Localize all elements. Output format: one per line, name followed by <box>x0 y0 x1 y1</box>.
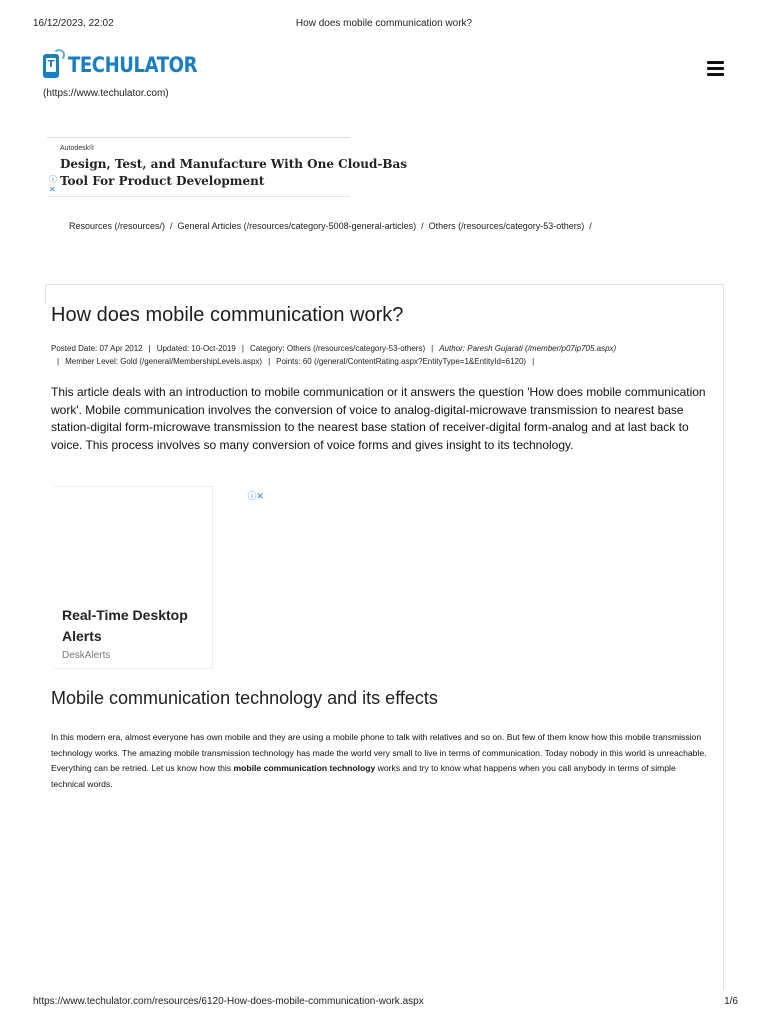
meta-separator: | <box>57 357 60 366</box>
phone-logo-icon: T <box>42 51 62 79</box>
ad-source: DeskAlerts <box>62 650 111 661</box>
ad-brand: Autodesk® <box>60 145 95 152</box>
logo-text: TECHULATOR <box>68 53 198 77</box>
article-card-border <box>723 284 724 990</box>
ad-headline-line2: Tool For Product Development <box>60 174 265 188</box>
article-meta <box>51 342 711 368</box>
print-footer-url: https://www.techulator.com/resources/6120-How-does-mobile-communication-work.aspx <box>33 996 424 1007</box>
advertisement-box[interactable] <box>54 486 264 669</box>
author-link[interactable]: Author: Paresh Gujarati (/member/p07ip705.aspx) <box>439 344 617 353</box>
article-intro: This article deals with an introduction to mobile communication or it answers the question 'How does mobile communication work'. Mobile communication involves the conversion of voice to analog-digital-microwave transmission to nearest base station-digital form-microwave transmission to the nearest base station of receiver-digital form-analog and at last back to voice. This process involves so many conversion of voice forms and gives insight to its technology. <box>51 385 706 452</box>
breadcrumb-item-others[interactable]: Others (/resources/category-53-others) <box>428 221 585 231</box>
updated-date: Updated: 10-Oct-2019 <box>156 344 236 353</box>
ad-close-icon[interactable]: ✕ <box>49 185 56 194</box>
meta-separator: | <box>268 357 271 366</box>
article-card-border <box>45 284 723 285</box>
print-page-title: How does mobile communication work? <box>295 18 473 29</box>
meta-separator: | <box>241 344 244 353</box>
advertisement-banner[interactable] <box>47 137 408 197</box>
article-card-border <box>45 284 46 304</box>
paragraph-text: works and try to know what happens when you call anybody in terms of simple technical words. <box>51 763 676 789</box>
print-datetime: 16/12/2023, 22:02 <box>33 18 114 29</box>
points-link[interactable]: Points: 60 (/general/ContentRating.aspx?EntityType=1&EntityId=6120) <box>276 357 527 366</box>
ad-info-close-icon[interactable]: ⓘ✕ <box>247 491 264 501</box>
section-paragraph <box>51 730 711 792</box>
ad-info-icon[interactable]: ⓘ <box>49 175 57 184</box>
category-link[interactable]: Category: Others (/resources/category-53-others) <box>249 344 426 353</box>
site-url-link[interactable]: (https://www.techulator.com) <box>43 88 169 99</box>
breadcrumb-separator: / <box>170 221 173 231</box>
site-logo[interactable] <box>42 50 218 80</box>
ad-headline-line1: Design, Test, and Manufacture With One Cloud-Bas <box>60 157 408 171</box>
member-level-link[interactable]: Member Level: Gold (/general/MembershipLevels.aspx) <box>65 357 263 366</box>
print-page-number: 1/6 <box>724 996 738 1007</box>
article-title: How does mobile communication work? <box>51 304 404 326</box>
section-heading: Mobile communication technology and its effects <box>51 688 438 708</box>
breadcrumb-separator: / <box>421 221 424 231</box>
meta-separator: | <box>148 344 151 353</box>
ad-headline[interactable] <box>60 156 408 190</box>
paragraph-bold-keyword: mobile communication technology <box>233 763 376 773</box>
breadcrumb <box>69 221 597 231</box>
paragraph-text: In this modern era, almost everyone has own mobile and they are using a mobile phone to talk with relatives and so on. But few of them know how this mobile transmission technology works. The amazing mobile transmission technology has made the world very small to live in terms of communication. Today nobody in this world is unreachable. Everything can be retried. Let us know how this <box>51 732 707 773</box>
breadcrumb-item-general-articles[interactable]: General Articles (/resources/category-5008-general-articles) <box>177 221 417 231</box>
meta-separator: | <box>532 357 535 366</box>
meta-separator: | <box>431 344 434 353</box>
hamburger-menu-icon[interactable] <box>707 61 724 77</box>
breadcrumb-item-resources[interactable]: Resources (/resources/) <box>69 221 166 231</box>
ad-title[interactable]: Real-Time Desktop Alerts <box>62 607 188 644</box>
posted-date: Posted Date: 07 Apr 2012 <box>51 344 143 353</box>
breadcrumb-separator: / <box>589 221 592 231</box>
